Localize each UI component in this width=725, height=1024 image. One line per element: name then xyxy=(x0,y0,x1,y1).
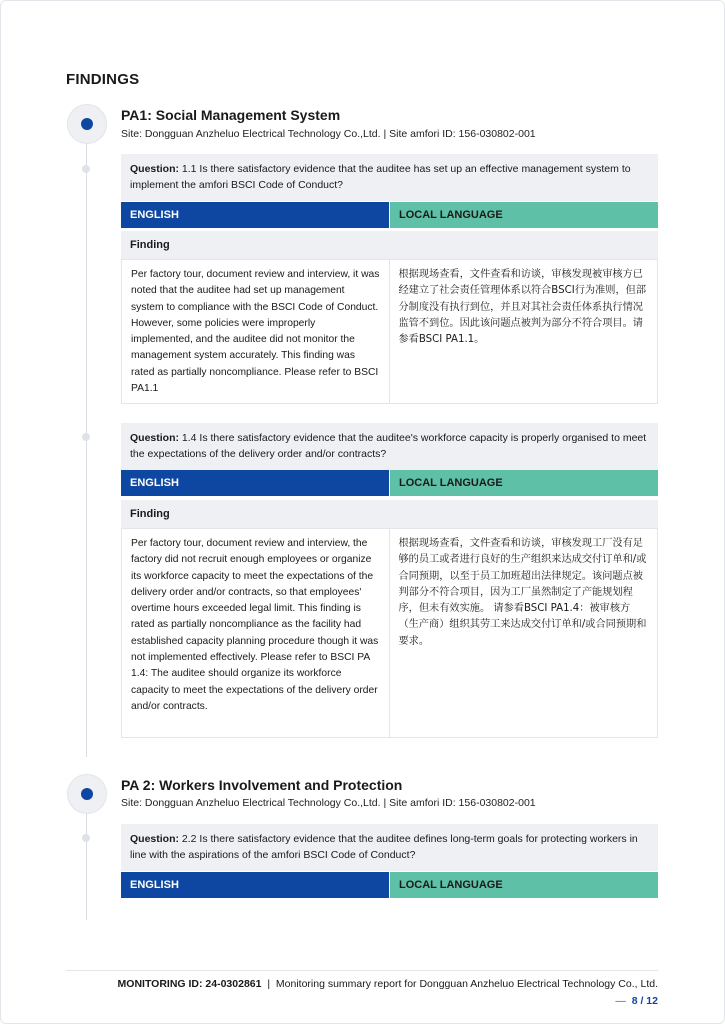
column-header-english: ENGLISH xyxy=(121,872,389,898)
timeline-line-pa2 xyxy=(86,812,87,920)
column-header-english: ENGLISH xyxy=(121,202,389,228)
question-marker-dot xyxy=(82,165,90,173)
question-text: 1.4 Is there satisfactory evidence that the auditee's workforce capacity is properly organised to meet the expectations of the delivery order and/or contracts? xyxy=(130,432,647,460)
question-label: Question: xyxy=(130,163,179,175)
footer-separator: | xyxy=(267,978,271,990)
section-marker-pa2 xyxy=(67,774,107,814)
footer-divider xyxy=(66,970,658,971)
footer-text xyxy=(118,978,658,990)
page-count: 8 / 12 xyxy=(631,995,658,1007)
question-marker-dot xyxy=(82,433,90,441)
page-title: FINDINGS xyxy=(66,71,140,88)
page-dash: — xyxy=(615,995,626,1007)
question-label: Question: xyxy=(130,432,179,444)
section-marker-dot xyxy=(81,788,93,800)
question-text: 2.2 Is there satisfactory evidence that the auditee defines long-term goals for protecting workers in line with the aspirations of the amfori BSCI Code of Conduct? xyxy=(130,833,638,861)
finding-english-text: Per factory tour, document review and interview, it was noted that the auditee had set up management system to compliance with the BSCI Code of Conduct. However, some policies were improperly implemented, and the auditee did not monitor the management system accurately. This finding was rated as partially noncompliance. Please refer to BSCI PA1.1 xyxy=(122,260,390,403)
section-title-pa1: PA1: Social Management System xyxy=(121,107,341,123)
section-title-pa2: PA 2: Workers Involvement and Protection xyxy=(121,777,403,793)
question-text: 1.1 Is there satisfactory evidence that the auditee has set up an effective management system to implement the amfori BSCI Code of Conduct? xyxy=(130,163,631,191)
finding-english-text: Per factory tour, document review and interview, the factory did not recruit enough employees or organize its workforce capacity to meet the expectations of the delivery order and/or contracts, so that employees' overtime hours exceeded legal limit. This finding is rated as partially noncompliance as the facility had established capacity planning procedure though it was not implemented effectively. Please refer to BSCI PA 1.4: The auditee should organize its workforce capacity to meet the expectations of the delivery order and/or contracts. xyxy=(122,529,390,737)
column-header-local-language: LOCAL LANGUAGE xyxy=(390,470,658,496)
section-site-pa2: Site: Dongguan Anzheluo Electrical Technology Co.,Ltd. | Site amfori ID: 156-030802-001 xyxy=(121,797,536,809)
question-box-1-4 xyxy=(121,423,658,470)
question-box-1-1 xyxy=(121,154,658,201)
section-site-pa1: Site: Dongguan Anzheluo Electrical Technology Co.,Ltd. | Site amfori ID: 156-030802-001 xyxy=(121,128,536,140)
column-header-english: ENGLISH xyxy=(121,470,389,496)
timeline-line-pa1 xyxy=(86,142,87,757)
section-marker-dot xyxy=(81,118,93,130)
finding-row xyxy=(121,259,658,404)
finding-local-text: 根据现场查看，文件查看和访谈，审核发现工厂没有足够的员工或者进行良好的生产组织来达成交付订单和/或合同预期，以至于员工加班超出法律规定。该问题点被判部分不符合项目，因为工厂虽然制定了产能规划程序，但未有效实施。 请参看BSCI PA1.4：被审核方（生产商）组织其劳工来达成交付订单和/或合同预期和要求。 xyxy=(398,538,647,647)
report-description: Monitoring summary report for Dongguan Anzheluo Electrical Technology Co., Ltd. xyxy=(275,978,658,990)
section-marker-pa1 xyxy=(67,104,107,144)
question-label: Question: xyxy=(130,833,179,845)
finding-local-text: 根据现场查看，文件查看和访谈，审核发现被审核方已经建立了社会责任管理体系以符合BSCI行为准则，但部分制度没有执行到位，并且对其社会责任体系执行情况监管不到位。因此该问题点被判为部分不符合项目。请参看BSCI PA1.1。 xyxy=(398,269,647,346)
finding-label: Finding xyxy=(121,500,658,528)
column-header-local-language: LOCAL LANGUAGE xyxy=(390,872,658,898)
finding-row xyxy=(121,528,658,738)
finding-label: Finding xyxy=(121,231,658,259)
question-box-2-2 xyxy=(121,824,658,871)
column-header-local-language: LOCAL LANGUAGE xyxy=(390,202,658,228)
page-number xyxy=(615,995,658,1007)
question-marker-dot xyxy=(82,834,90,842)
monitoring-id: MONITORING ID: 24-0302861 xyxy=(117,978,262,990)
